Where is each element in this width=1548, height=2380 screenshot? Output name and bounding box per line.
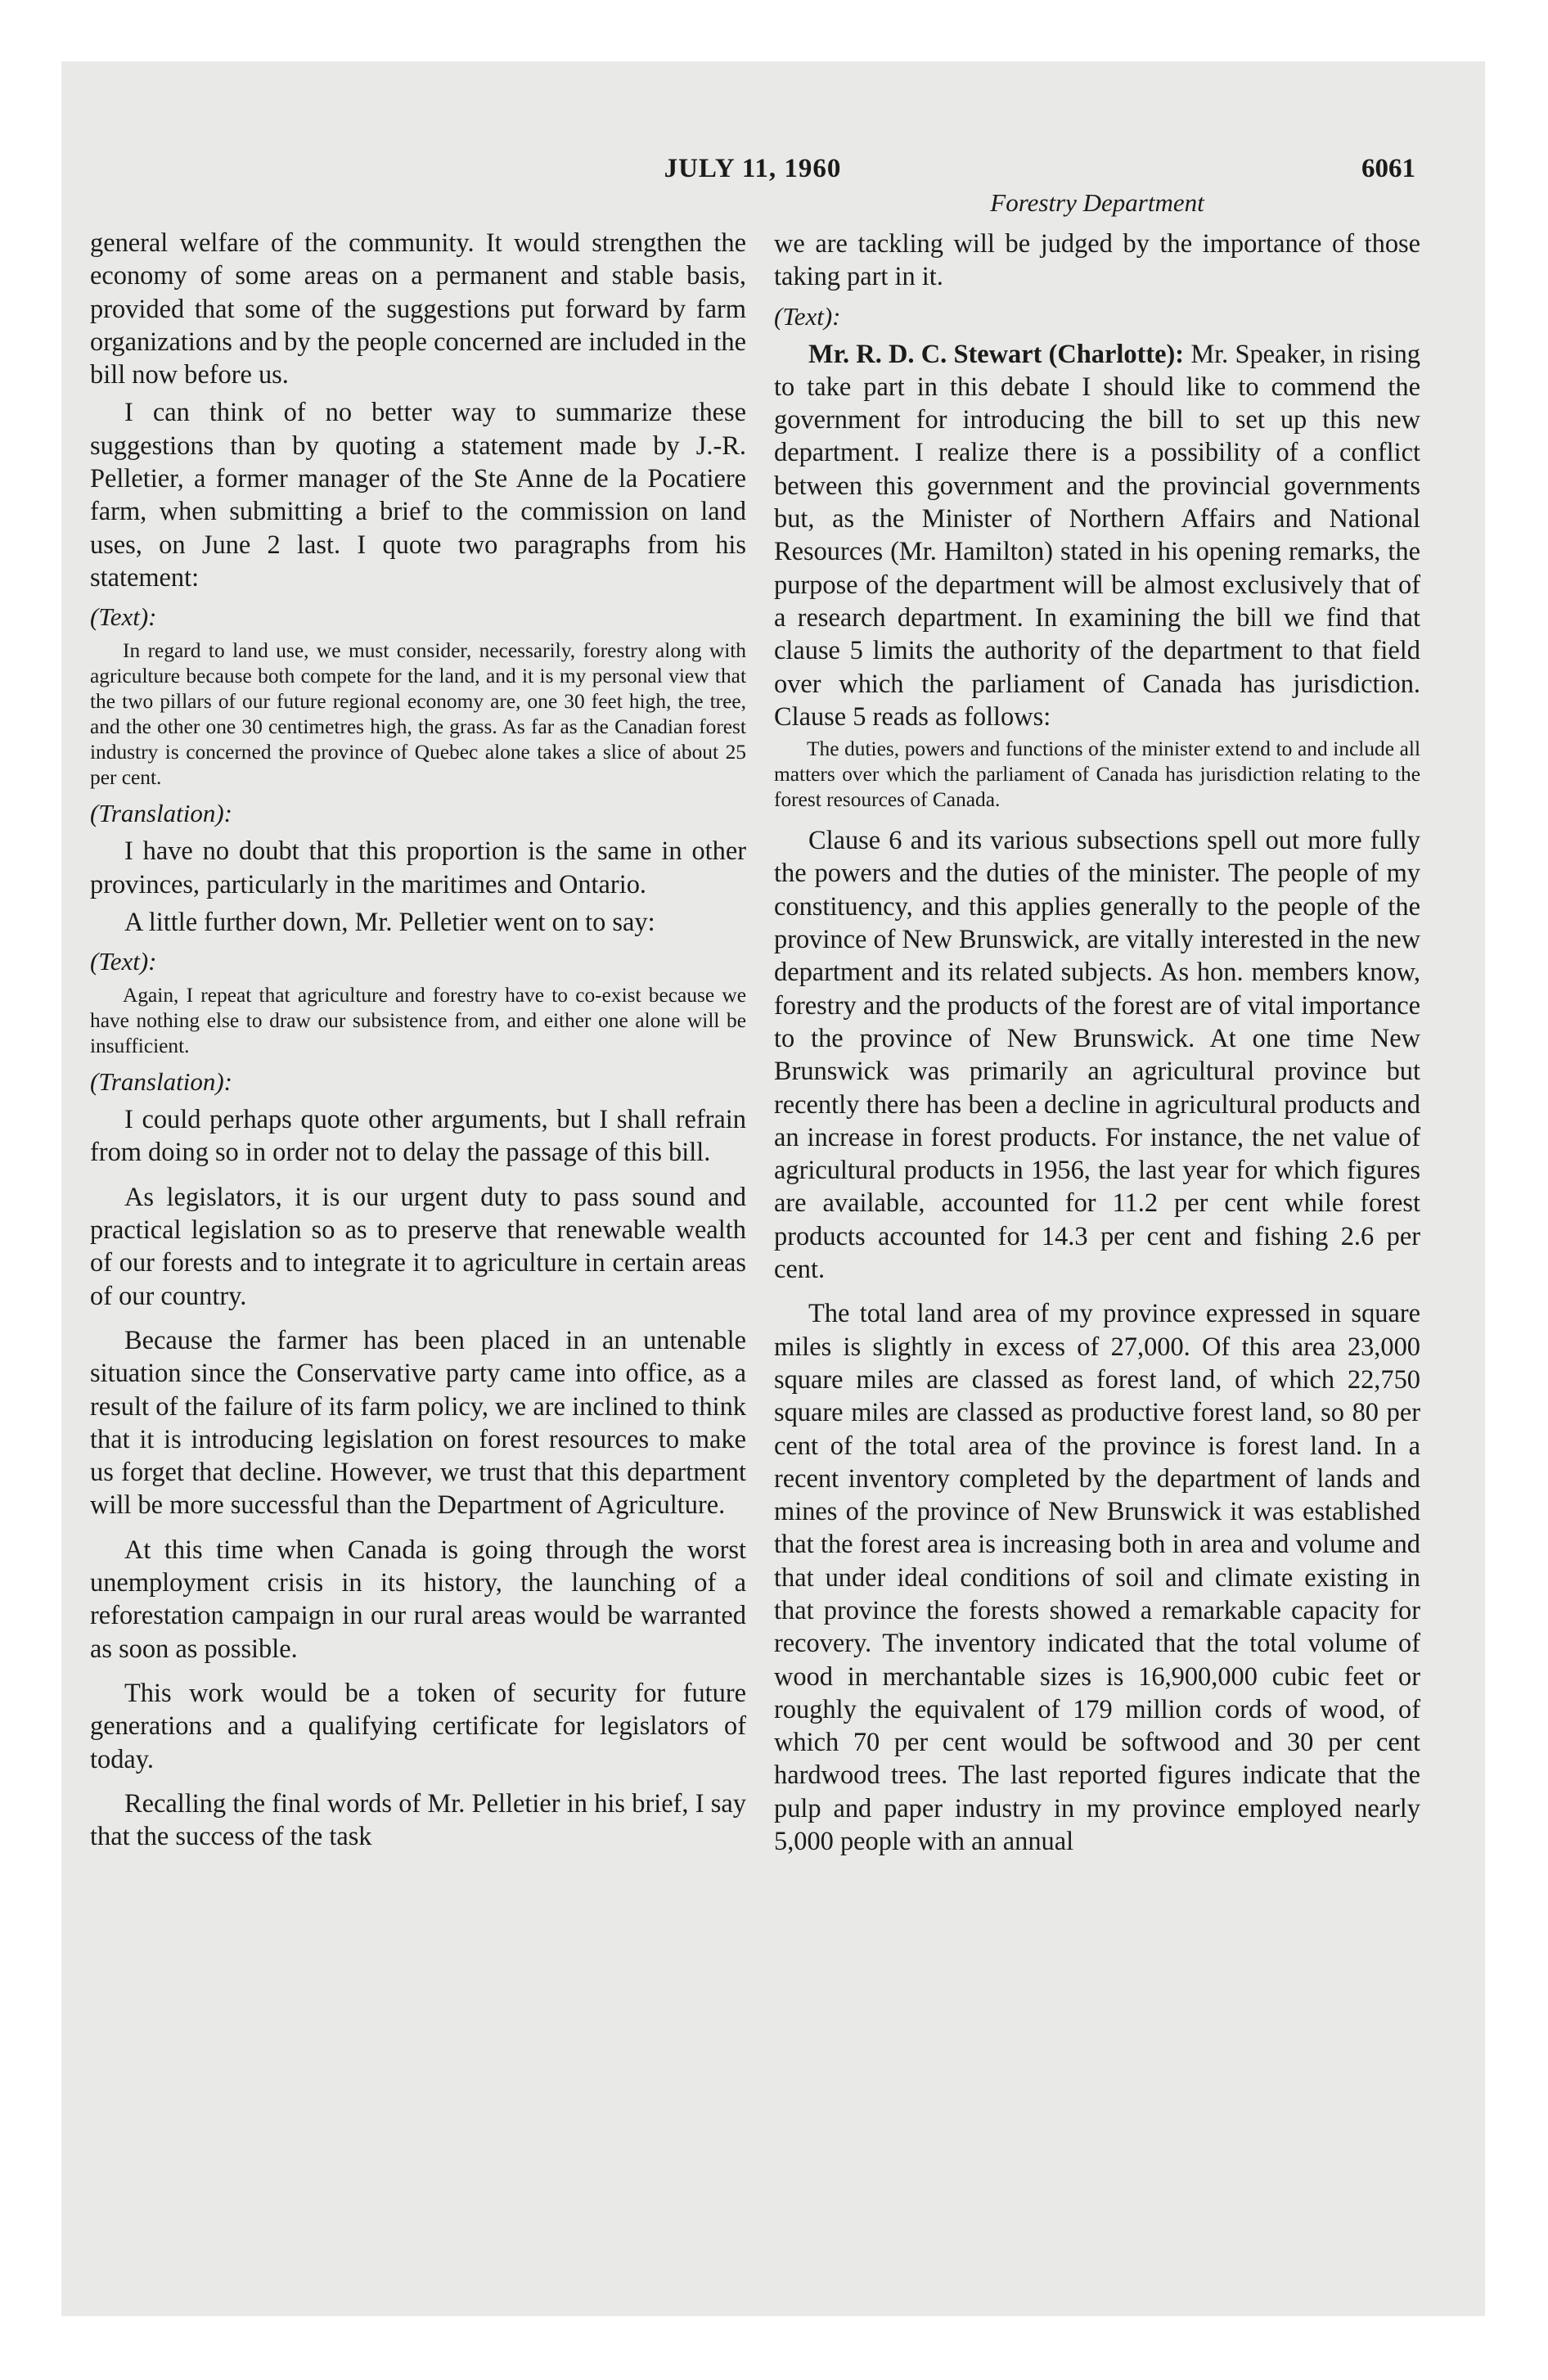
text-marker: (Text): <box>774 301 841 331</box>
speaker-name: Mr. R. D. C. Stewart (Charlotte): <box>808 339 1185 369</box>
paragraph: I could perhaps quote other arguments, but I shall refrain from doing so in order not to delay the passage of this bill. <box>90 1105 746 1168</box>
speech-paragraph <box>774 338 1420 734</box>
speech-text: Mr. Speaker, in rising to take part in this debate I should like to commend the government for introducing the bill to set up this new department. I realize there is a possibility of a conflict between this government and the provincial governments but, as the Minister of Northern Affairs and National Resources (Mr. Hamilton) stated in his opening remarks, the purpose of the department will be almost exclusively that of a research department. In examining the bill we find that clause 5 limits the authority of the department to that field over which the parliament of Canada has jurisdiction. Clause 5 reads as follows: <box>774 339 1420 732</box>
text-marker: (Text): <box>90 602 157 632</box>
paragraph: Clause 6 and its various subsections spell out more fully the powers and the duties of the minister. The people of my constituency, and this applies generally to the people of the province of New Brunswick, are vitally interested in the new department and its related subjects. As hon. members know, forestry and the products of the forest are of vital importance to the province of New Brunswick. At one time New Brunswick was primarily an agricultural province but recently there has been a decline in agricultural products and an increase in forest products. For instance, the net value of agricultural products in 1956, the last year for which figures are available, accounted for 11.2 per cent while forest products accounted for 14.3 per cent and fishing 2.6 per cent. <box>774 826 1420 1285</box>
page-number: 6061 <box>1361 154 1415 183</box>
paragraph: At this time when Canada is going through the worst unemployment crisis in its history, the launching of a reforestation campaign in our rural areas would be warranted as soon as possible. <box>90 1535 746 1664</box>
quotation: The duties, powers and functions of the minister extend to and include all matters over which the parliament of Canada has jurisdiction relating to the forest resources of Canada. <box>774 737 1420 812</box>
paragraph: general welfare of the community. It would strengthen the economy of some areas on a permanent and stable basis, provided that some of the suggestions put forward by farm organizations and by the people concerned are included in the bill now before us. <box>90 228 746 390</box>
quotation: In regard to land use, we must consider, necessarily, forestry along with agriculture because both compete for the land, and it is my personal view that the two pillars of our future regional economy are, one 30 feet high, the tree, and the other one 30 centimetres high, the grass. As far as the Canadian forest industry is concerned the province of Quebec alone takes a slice of about 25 per cent. <box>90 639 746 790</box>
paragraph: we are tackling will be judged by the importance of those taking part in it. <box>774 229 1420 292</box>
paragraph: A little further down, Mr. Pelletier went on to say: <box>124 907 655 937</box>
paragraph: I have no doubt that this proportion is the same in other provinces, particularly in the maritimes and Ontario. <box>90 836 746 899</box>
paragraph: This work would be a token of security for future generations and a qualifying certificate for legislators of today. <box>90 1678 746 1774</box>
header-date: JULY 11, 1960 <box>664 154 842 183</box>
quotation: Again, I repeat that agriculture and forestry have to co-exist because we have nothing else to draw our subsistence from, and either one alone will be insufficient. <box>90 984 746 1058</box>
text-marker: (Text): <box>90 947 157 976</box>
translation-marker: (Translation): <box>90 1067 232 1097</box>
paragraph: I can think of no better way to summarize these suggestions than by quoting a statement made by J.-R. Pelletier, a former manager of the Ste Anne de la Pocatiere farm, when submitting a brief to the commission on land uses, on June 2 last. I quote two paragraphs from his statement: <box>90 398 746 593</box>
right-column <box>774 228 1420 1858</box>
paragraph: Recalling the final words of Mr. Pelletier in his brief, I say that the success of the task <box>90 1788 746 1852</box>
left-column <box>90 227 746 1853</box>
section-subtitle: Forestry Department <box>990 188 1204 217</box>
paragraph: The total land area of my province expressed in square miles is slightly in excess of 27,000. Of this area 23,000 square miles are classed as forest land, of which 22,750 square miles are classed as productive forest land, so 80 per cent of the total area of the province is forest land. In a recent inventory completed by the department of lands and mines of the province of New Brunswick it was established that the forest area is increasing both in area and volume and that under ideal conditions of soil and climate existing in that province the forests showed a remarkable capacity for recovery. The inventory indicated that the total volume of wood in merchantable sizes is 16,900,000 cubic feet or roughly the equivalent of 179 million cords of wood, of which 70 per cent would be softwood and 30 per cent hardwood trees. The last reported figures indicate that the pulp and paper industry in my province employed nearly 5,000 people with an annual <box>774 1299 1420 1857</box>
translation-marker: (Translation): <box>90 799 232 828</box>
paragraph: Because the farmer has been placed in an untenable situation since the Conservative party came into office, as a result of the failure of its farm policy, we are inclined to think that it is introducing legislation on forest resources to make us forget that decline. However, we trust that this department will be more successful than the Department of Agriculture. <box>90 1325 746 1521</box>
paragraph: As legislators, it is our urgent duty to pass sound and practical legislation so as to preserve that renewable wealth of our forests and to integrate it to agriculture in certain areas of our country. <box>90 1182 746 1311</box>
